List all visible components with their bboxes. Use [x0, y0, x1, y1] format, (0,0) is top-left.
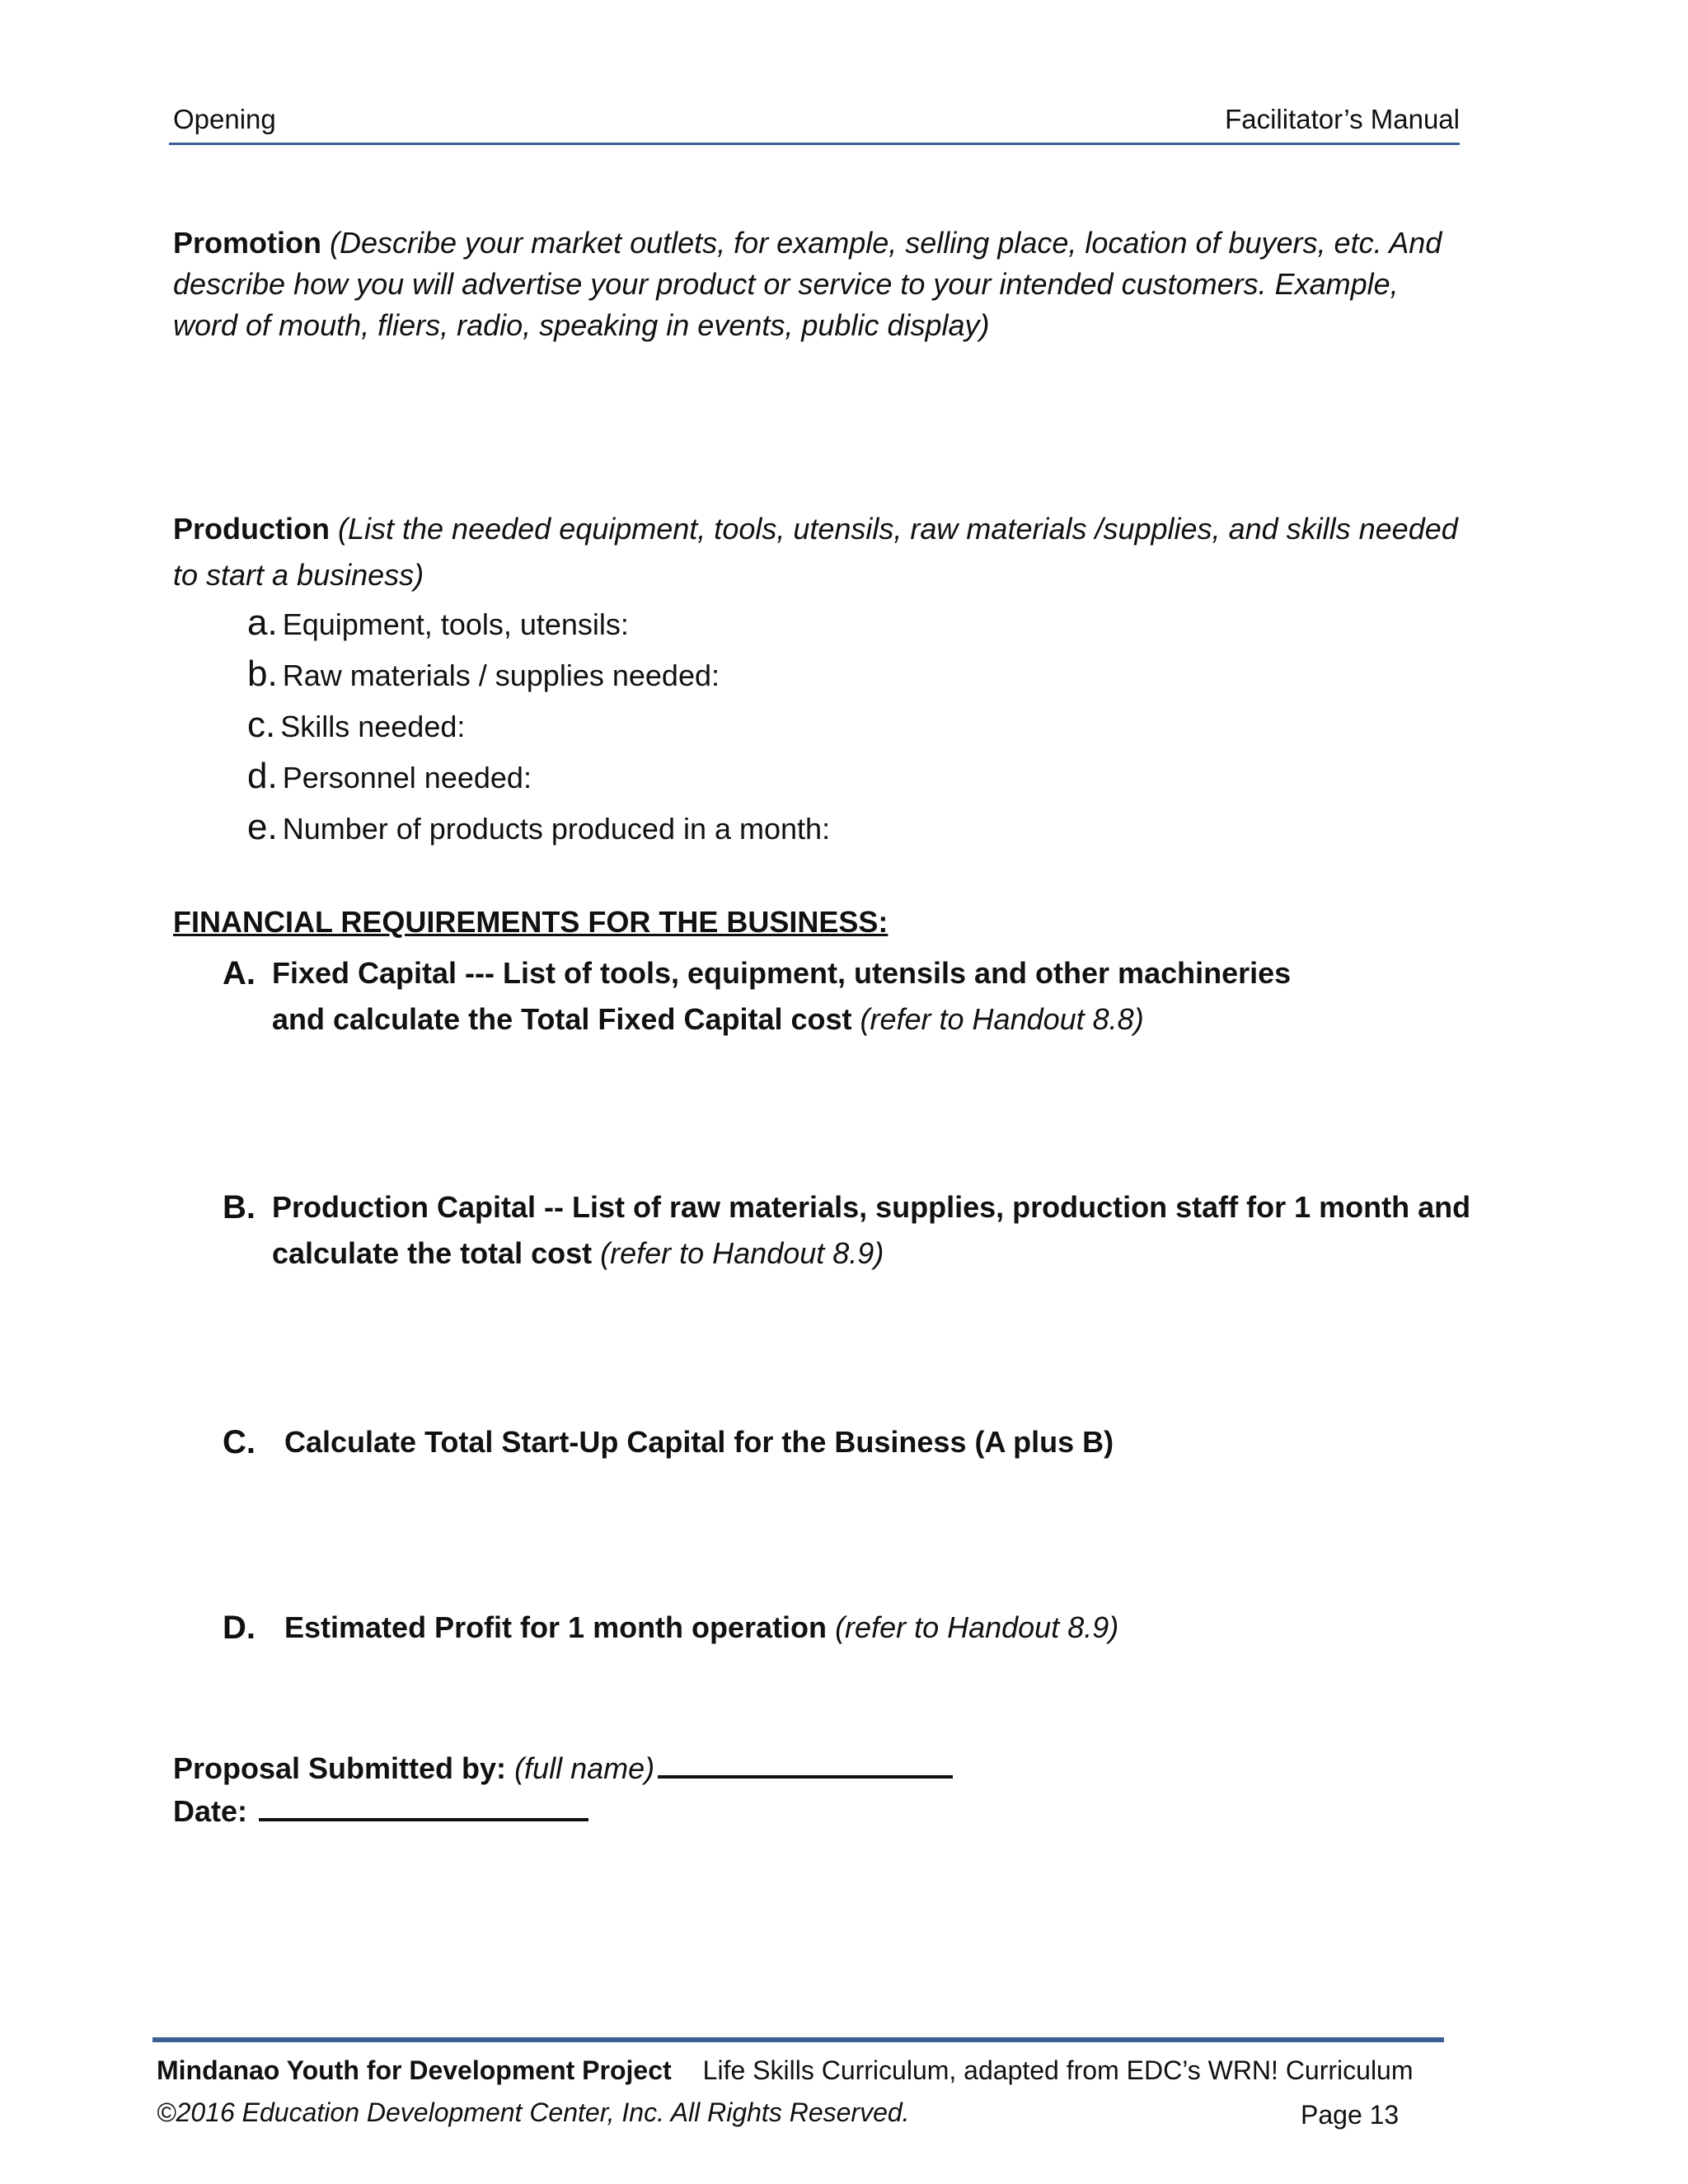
production-section: [173, 506, 1467, 598]
promotion-section: [173, 223, 1467, 346]
startup-capital-line1: Calculate Total Start-Up Capital for the Business (A plus B): [284, 1425, 1114, 1459]
page-number: Page 13: [1301, 2100, 1400, 2130]
production-instructions-line1: (List the needed equipment, tools, utensils, raw materials /supplies, and skills needed: [338, 512, 1458, 546]
list-item-text: Skills needed:: [280, 710, 466, 743]
footer-project-line: [157, 2055, 1414, 2086]
list-item-text: Number of products produced in a month:: [282, 812, 831, 846]
financial-requirements-heading: FINANCIAL REQUIREMENTS FOR THE BUSINESS:: [173, 905, 889, 939]
list-letter: d.: [247, 756, 278, 796]
list-letter: b.: [247, 654, 278, 694]
header-divider: [169, 143, 1460, 145]
header-section-title: Opening: [173, 104, 276, 134]
list-letter: e.: [247, 807, 278, 847]
list-letter: c.: [247, 705, 276, 745]
estimated-profit-ref: (refer to Handout 8.9): [835, 1610, 1119, 1644]
list-letter: D.: [223, 1610, 256, 1646]
date-field[interactable]: [259, 1790, 588, 1821]
list-item-text: Equipment, tools, utensils:: [282, 607, 629, 641]
date-row: [173, 1790, 588, 1829]
footer-copyright: ©2016 Education Development Center, Inc. All Rights Reserved.: [157, 2097, 910, 2127]
list-item-text: Raw materials / supplies needed:: [282, 658, 720, 692]
production-item-skills: [247, 707, 465, 745]
production-item-raw-materials: [247, 656, 720, 694]
list-letter: a.: [247, 602, 278, 643]
list-letter: B.: [223, 1189, 256, 1226]
header-manual-title: Facilitator’s Manual: [1225, 104, 1460, 134]
date-label: Date:: [173, 1794, 248, 1828]
footer-divider: [152, 2037, 1444, 2042]
footer-project-name: Mindanao Youth for Development Project: [157, 2055, 672, 2085]
production-capital-line1: Production Capital -- List of raw materials, supplies, production staff for 1 month and: [272, 1190, 1471, 1224]
fixed-capital-ref: (refer to Handout 8.8): [860, 1002, 1144, 1036]
list-item-text: Personnel needed:: [282, 761, 532, 794]
full-name-field[interactable]: [658, 1747, 953, 1779]
footer-curriculum: Life Skills Curriculum, adapted from EDC’s WRN! Curriculum: [702, 2055, 1414, 2085]
submitted-by-label: Proposal Submitted by:: [173, 1751, 507, 1785]
production-item-products: [247, 809, 830, 847]
promotion-instructions-line1: (Describe your market outlets, for example, selling place, location of buyers, etc. And: [330, 226, 1442, 260]
production-item-equipment: [247, 602, 629, 643]
production-capital-ref: (refer to Handout 8.9): [600, 1236, 884, 1270]
list-letter: C.: [223, 1424, 256, 1460]
full-name-hint: (full name): [514, 1751, 655, 1785]
fixed-capital-line1: Fixed Capital --- List of tools, equipment, utensils and other machineries: [272, 956, 1292, 990]
production-capital-line2: calculate the total cost: [272, 1236, 593, 1270]
production-item-personnel: [247, 758, 532, 796]
list-letter: A.: [223, 955, 256, 991]
estimated-profit-line1: Estimated Profit for 1 month operation: [284, 1610, 828, 1644]
fixed-capital-line2: and calculate the Total Fixed Capital cost: [272, 1002, 852, 1036]
promotion-instructions-line2: describe how you will advertise your product or service to your intended customers. Example,: [173, 267, 1399, 301]
promotion-label: Promotion: [173, 226, 321, 260]
production-instructions-line2: to start a business): [173, 558, 424, 592]
proposal-submitted-row: [173, 1747, 953, 1786]
production-label: Production: [173, 512, 330, 546]
promotion-instructions-line3: word of mouth, fliers, radio, speaking in events, public display): [173, 308, 990, 342]
